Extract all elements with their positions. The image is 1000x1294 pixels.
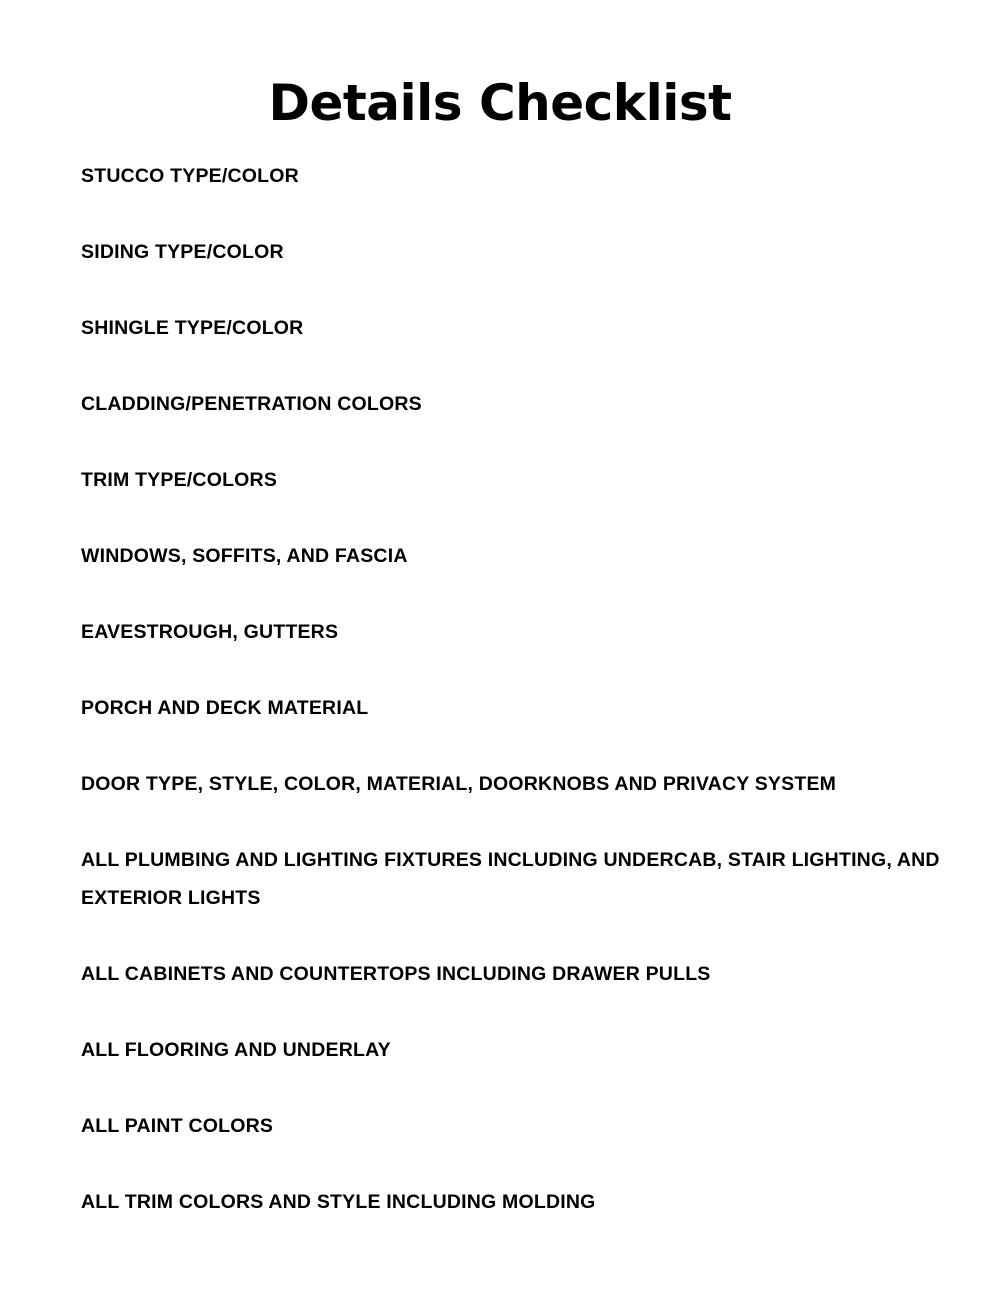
checklist-item-shingle: SHINGLE TYPE/COLOR xyxy=(81,317,304,339)
checklist-item-trim-type: TRIM TYPE/COLORS xyxy=(81,469,278,491)
checklist-item-cabinets: ALL CABINETS AND COUNTERTOPS INCLUDING DRAWER PULLS xyxy=(81,962,711,985)
checklist xyxy=(81,158,961,1260)
checklist-item-trim-colors: ALL TRIM COLORS AND STYLE INCLUDING MOLDING xyxy=(81,1190,596,1213)
checklist-item-door: DOOR TYPE, STYLE, COLOR, MATERIAL, DOORKNOBS AND PRIVACY SYSTEM xyxy=(81,773,837,795)
checklist-item-flooring: ALL FLOORING AND UNDERLAY xyxy=(81,1038,391,1061)
checklist-item-windows: WINDOWS, SOFFITS, AND FASCIA xyxy=(81,545,408,567)
checklist-item-stucco: STUCCO TYPE/COLOR xyxy=(81,165,299,187)
checklist-item-paint: ALL PAINT COLORS xyxy=(81,1114,274,1137)
checklist-item-cladding: CLADDING/PENETRATION COLORS xyxy=(81,393,422,415)
checklist-item-siding: SIDING TYPE/COLOR xyxy=(81,241,284,263)
checklist-item-plumbing-lighting: ALL PLUMBING AND LIGHTING FIXTURES INCLUDING UNDERCAB, STAIR LIGHTING, AND EXTERIOR LIGHTS xyxy=(81,849,940,909)
checklist-item-porch-deck: PORCH AND DECK MATERIAL xyxy=(81,697,369,719)
checklist-item-eavestrough: EAVESTROUGH, GUTTERS xyxy=(81,621,339,643)
page-title: Details Checklist xyxy=(268,74,732,132)
